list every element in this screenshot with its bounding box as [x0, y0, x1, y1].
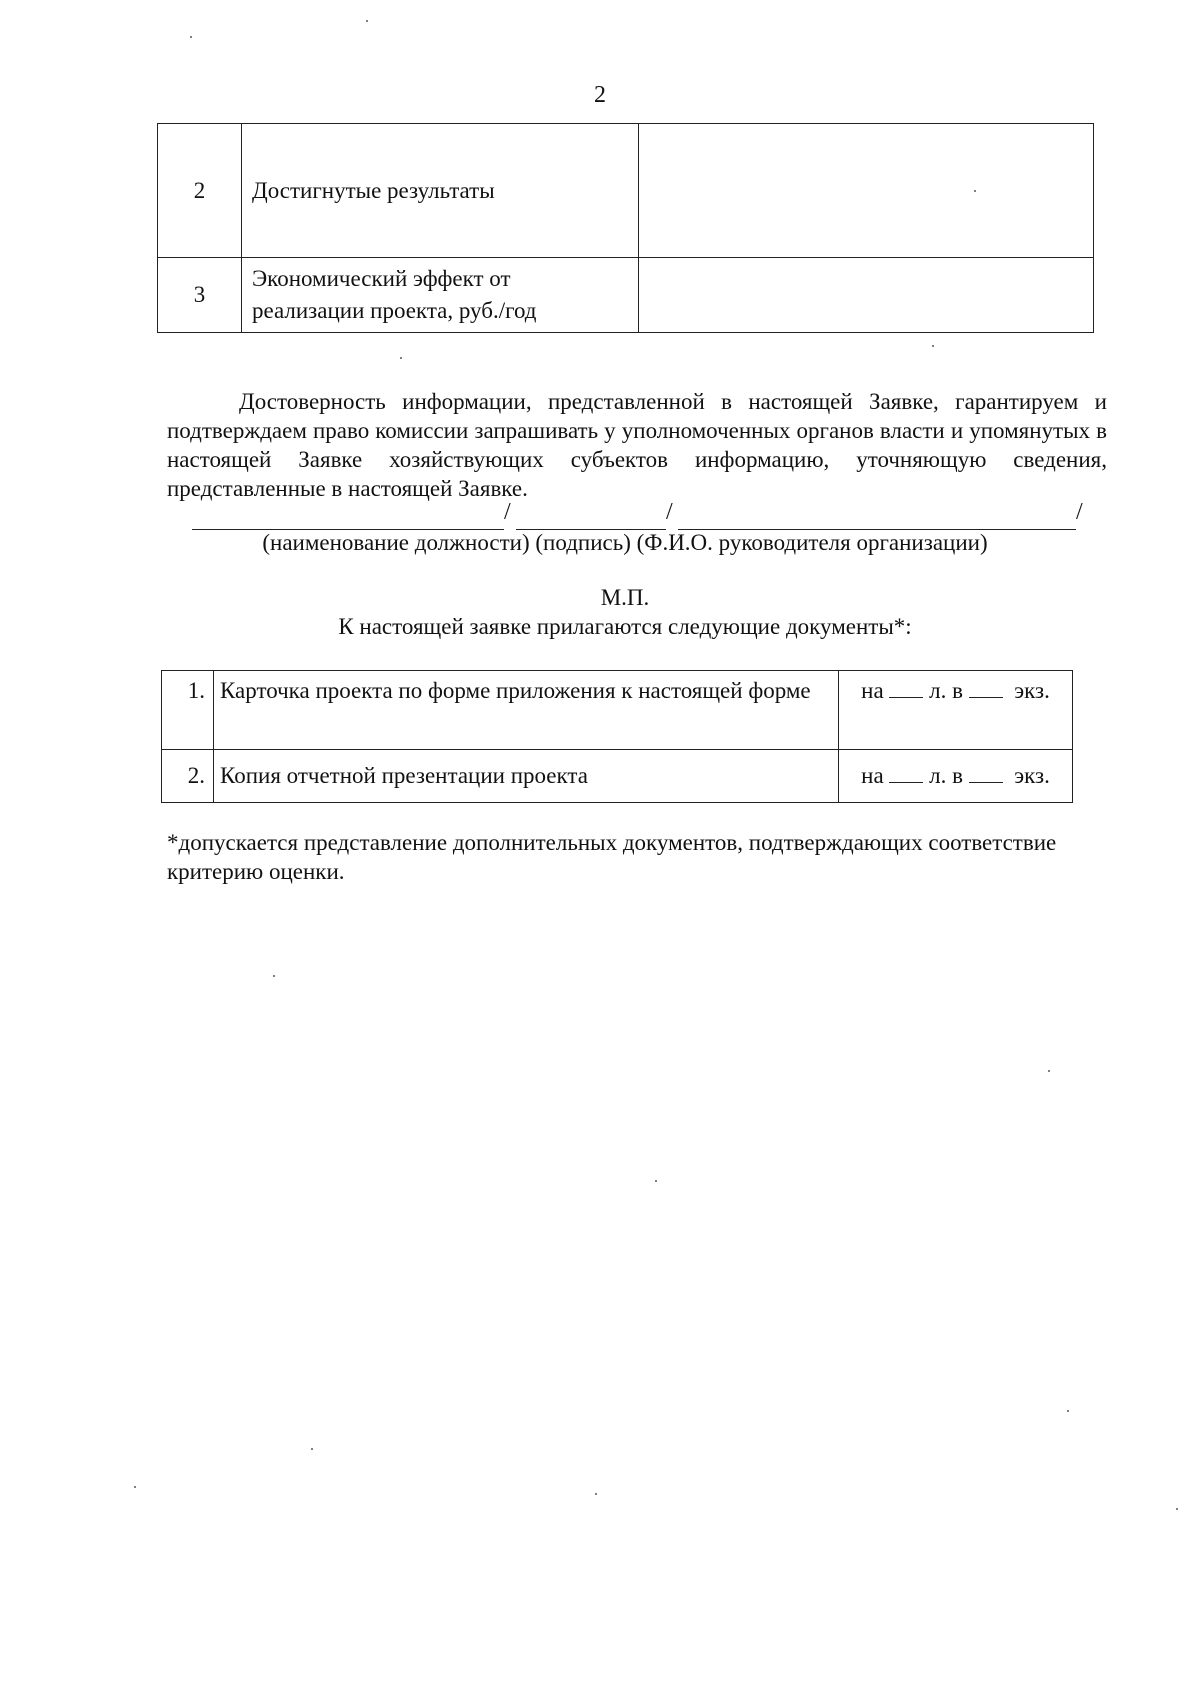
pages-blank[interactable] [889, 764, 923, 783]
results-table [157, 123, 1094, 333]
scan-speck [1067, 1410, 1069, 1412]
attestation-paragraph: Достоверность информации, представленной в настоящей Заявке, гарантируем и подтверждаем право комиссии запрашивать у уполномоченных органов власти и упомянутых в настоящей Заявке хозяйствующих субъектов информацию, уточняющую сведения, представленные в настоящей Заявке. [167, 389, 1107, 501]
scan-speck [366, 20, 368, 22]
scan-speck [655, 1180, 657, 1182]
row-label: Экономический эффект от реализации проекта, руб./год [242, 258, 639, 333]
qty-suffix: экз. [1014, 678, 1050, 703]
list-item [162, 671, 1073, 750]
attachments-title: К настоящей заявке прилагаются следующие документы*: [338, 614, 912, 639]
signature-separator: / [504, 499, 511, 525]
footnote: *допускается представление дополнительных документов, подтверждающих соответствие критерию оценки. [167, 830, 1057, 884]
scan-speck [1048, 1070, 1050, 1072]
item-number: 1. [162, 671, 214, 750]
item-title: Копия отчетной презентации проекта [214, 750, 839, 803]
stamp-label: М.П. [600, 585, 650, 610]
scan-speck [974, 190, 976, 192]
item-number: 2. [162, 750, 214, 803]
scan-speck [134, 1486, 136, 1488]
row-number: 2 [158, 124, 242, 258]
qty-mid: л. в [929, 763, 964, 788]
attachments-table [161, 670, 1073, 803]
scan-speck [273, 975, 275, 977]
row-label: Достигнутые результаты [242, 124, 639, 258]
scan-speck [311, 1448, 313, 1450]
table-row [158, 258, 1094, 333]
page-number: 2 [594, 82, 606, 108]
signature-caption: (наименование должности) (подпись) (Ф.И.О. руководителя организации) [262, 530, 988, 555]
item-title: Карточка проекта по форме приложения к настоящей форме [214, 671, 839, 750]
list-item [162, 750, 1073, 803]
qty-prefix: на [861, 678, 884, 703]
qty-suffix: экз. [1014, 763, 1050, 788]
pages-blank[interactable] [889, 679, 923, 698]
signature-separator: / [666, 499, 673, 525]
scan-speck [190, 36, 192, 38]
row-value-cell[interactable] [639, 124, 1094, 258]
full-name-signature-line[interactable] [678, 505, 1076, 530]
row-value-cell[interactable] [639, 258, 1094, 333]
signature-line[interactable] [516, 505, 666, 530]
item-quantity [839, 750, 1073, 803]
item-quantity [839, 671, 1073, 750]
scan-speck [595, 1493, 597, 1495]
row-number: 3 [158, 258, 242, 333]
copies-blank[interactable] [969, 679, 1003, 698]
table-row [158, 124, 1094, 258]
qty-mid: л. в [929, 678, 964, 703]
copies-blank[interactable] [969, 764, 1003, 783]
signature-separator: / [1076, 499, 1083, 525]
position-signature-line[interactable] [192, 505, 504, 530]
scan-speck [932, 345, 934, 347]
scan-speck [1176, 1508, 1178, 1510]
qty-prefix: на [861, 763, 884, 788]
scan-speck [400, 357, 402, 359]
